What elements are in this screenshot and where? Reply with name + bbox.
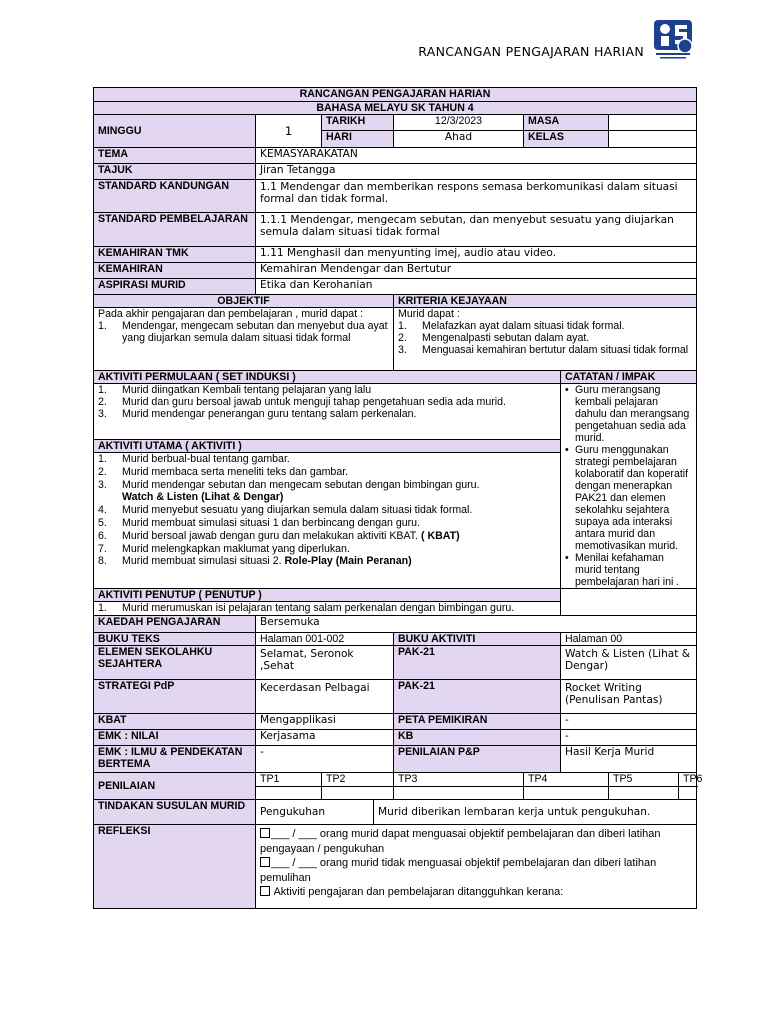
tema-label: TEMA xyxy=(94,148,256,164)
emk-nilai-value: Kerjasama xyxy=(256,730,394,746)
objektif-item: 1. Mendengar, mengecam sebutan dan menyebut dua ayat yang diujarkan semula dalam situasi tidak formal xyxy=(98,320,388,344)
masa-value xyxy=(609,115,697,131)
catatan-item: • Menilai kefahaman murid tentang pembelajaran hari ini . xyxy=(565,552,680,588)
catatan-item: • Guru merangsang kembali pelajaran dahulu dan merangsang pengetahuan sedia ada murid. xyxy=(565,384,690,444)
minggu-label: MINGGU xyxy=(94,115,256,148)
tp2-value xyxy=(322,787,394,800)
elemen-value: Selamat, Seronok ,Sehat xyxy=(256,646,394,680)
utama-item: 7. Murid melengkapkan maklumat yang diperlukan. xyxy=(98,542,350,555)
penutup-item: 1. Murid merumuskan isi pelajaran tentang salam perkenalan dengan bimbingan guru. xyxy=(98,602,515,614)
catatan-impak-content xyxy=(561,384,697,589)
kriteria-label: KRITERIA KEJAYAAN xyxy=(394,295,697,308)
utama-item: 8. Murid membuat simulasi situasi 2. Role-Play (Main Peranan) xyxy=(98,555,412,568)
kemahiran-tmk-value: 1.11 Menghasil dan menyunting imej, audio atau video. xyxy=(256,247,697,263)
peta-pemikiran-label: PETA PEMIKIRAN xyxy=(394,714,561,730)
permulaan-item: 2. Murid dan guru bersoal jawab untuk menguji tahap pengetahuan sedia ada murid. xyxy=(98,396,506,408)
school-crest-logo xyxy=(652,16,694,60)
penilaian-pp-value: Hasil Kerja Murid xyxy=(561,746,697,773)
pak21-label-2: PAK-21 xyxy=(394,680,561,714)
utama-item: 2. Murid membaca serta meneliti teks dan gambar. xyxy=(98,465,349,478)
strategi-value: Kecerdasan Pelbagai xyxy=(256,680,394,714)
tajuk-label: TAJUK xyxy=(94,164,256,180)
lesson-plan-table xyxy=(93,87,703,909)
plan-subtitle: BAHASA MELAYU SK TAHUN 4 xyxy=(94,102,697,115)
tp4-value xyxy=(524,787,609,800)
elemen-label: ELEMEN SEKOLAHKU SEJAHTERA xyxy=(94,646,256,680)
catatan-empty-cell xyxy=(561,589,697,616)
masa-label: MASA xyxy=(524,115,609,131)
kriteria-item: 3. Menguasai kemahiran bertutur dalam situasi tidak formal xyxy=(398,344,689,356)
tema-value: KEMASYARAKATAN xyxy=(256,148,697,164)
pak21-value-2: Rocket Writing (Penulisan Pantas) xyxy=(561,680,697,714)
standard-kandungan-value: 1.1 Mendengar dan memberikan respons semasa berkomunikasi dalam situasi formal dan tidak formal. xyxy=(256,180,697,213)
aktiviti-utama-content xyxy=(94,453,561,589)
checkbox-icon xyxy=(260,886,270,896)
tp3-label: TP3 xyxy=(394,773,524,787)
standard-kandungan-label: STANDARD KANDUNGAN xyxy=(94,180,256,213)
catatan-item: • Guru menggunakan strategi pembelajaran kolaboratif dan koperatif dengan menerapkan PAK21 dan elemen sekolahku sejahtera supaya ada interaksi antara murid dan memotivasikan murid. xyxy=(565,444,689,552)
hari-label: HARI xyxy=(322,131,394,148)
utama-item: 1. Murid berbual-bual tentang gambar. xyxy=(98,453,290,466)
tp2-label: TP2 xyxy=(322,773,394,787)
aktiviti-penutup-content xyxy=(94,602,561,616)
kemahiran-value: Kemahiran Mendengar dan Bertutur xyxy=(256,263,697,279)
kb-value: - xyxy=(561,730,697,746)
refleksi-label: REFLEKSI xyxy=(94,825,256,909)
hari-value: Ahad xyxy=(394,131,524,148)
tp1-label: TP1 xyxy=(256,773,322,787)
tp6-value xyxy=(679,787,697,800)
utama-item: 5. Murid membuat simulasi situasi 1 dan berbincang dengan guru. xyxy=(98,517,420,529)
tp3-value xyxy=(394,787,524,800)
aktiviti-permulaan-content xyxy=(94,384,561,440)
tarikh-label: TARIKH xyxy=(322,115,394,131)
refleksi-line-1: ___ / ___ orang murid dapat menguasai objektif pembelajaran dan diberi latihan pengayaan / pengukuhan xyxy=(260,828,661,855)
refleksi-line-3: Aktiviti pengajaran dan pembelajaran ditangguhkan kerana: xyxy=(260,885,692,900)
kelas-value xyxy=(609,131,697,148)
kelas-label: KELAS xyxy=(524,131,609,148)
penilaian-label: PENILAIAN xyxy=(94,773,256,800)
pak21-value-1: Watch & Listen (Lihat & Dengar) xyxy=(561,646,697,680)
document-header-title: RANCANGAN PENGAJARAN HARIAN xyxy=(418,44,644,59)
utama-item: 4. Murid menyebut sesuatu yang diujarkan semula dalam situasi tidak formal. xyxy=(98,504,473,517)
aktiviti-penutup-label: AKTIVITI PENUTUP ( PENUTUP ) xyxy=(94,589,561,602)
minggu-value: 1 xyxy=(256,115,322,148)
kriteria-content xyxy=(394,308,697,371)
objektif-label: OBJEKTIF xyxy=(94,295,394,308)
objektif-intro: Pada akhir pengajaran dan pembelajaran , murid dapat : xyxy=(98,308,364,320)
buku-aktiviti-label: BUKU AKTIVITI xyxy=(394,633,561,646)
kriteria-intro: Murid dapat : xyxy=(398,308,460,320)
checkbox-icon xyxy=(260,857,270,867)
catatan-impak-label: CATATAN / IMPAK xyxy=(561,371,697,384)
utama-item: 3. Murid mendengar sebutan dan mengecam sebutan dengan bimbingan guru. Watch & Listen (Lihat & Dengar) xyxy=(98,478,480,504)
kemahiran-tmk-label: KEMAHIRAN TMK xyxy=(94,247,256,263)
emk-nilai-label: EMK : NILAI xyxy=(94,730,256,746)
strategi-label: STRATEGI PdP xyxy=(94,680,256,714)
emk-ilmu-value: - xyxy=(256,746,394,773)
refleksi-line-2: ___ / ___ orang murid tidak menguasai objektif pembelajaran dan diberi latihan pemulihan xyxy=(260,857,657,884)
buku-teks-value: Halaman 001-002 xyxy=(256,633,394,646)
aktiviti-utama-label: AKTIVITI UTAMA ( AKTIVITI ) xyxy=(94,439,561,452)
kbat-label: KBAT xyxy=(94,714,256,730)
tp6-label: TP6 xyxy=(679,773,697,787)
tp5-label: TP5 xyxy=(609,773,679,787)
penilaian-pp-label: PENILAIAN P&P xyxy=(394,746,561,773)
tajuk-value: Jiran Tetangga xyxy=(256,164,697,180)
tindakan-susulan-label: TINDAKAN SUSULAN MURID xyxy=(94,800,256,825)
kbat-value: Mengapplikasi xyxy=(256,714,394,730)
permulaan-item: 1. Murid diingatkan Kembali tentang pelajaran yang lalu xyxy=(98,384,372,396)
pak21-label-1: PAK-21 xyxy=(394,646,561,680)
tindakan-susulan-value: Pengukuhan xyxy=(256,800,374,825)
tp1-value xyxy=(256,787,322,800)
kriteria-item: 2. Mengenalpasti sebutan dalam ayat. xyxy=(398,332,590,344)
tindakan-susulan-note: Murid diberikan lembaran kerja untuk pengukuhan. xyxy=(374,800,697,825)
standard-pembelajaran-value: 1.1.1 Mendengar, mengecam sebutan, dan menyebut sesuatu yang diujarkan semula dalam situasi tidak formal xyxy=(256,213,697,247)
permulaan-item: 3. Murid mendengar penerangan guru tentang salam perkenalan. xyxy=(98,408,417,420)
tp4-label: TP4 xyxy=(524,773,609,787)
kemahiran-label: KEMAHIRAN xyxy=(94,263,256,279)
kaedah-value: Bersemuka xyxy=(256,616,697,633)
refleksi-content xyxy=(256,825,697,909)
tp5-value xyxy=(609,787,679,800)
emk-ilmu-label: EMK : ILMU & PENDEKATAN BERTEMA xyxy=(94,746,256,773)
kb-label: KB xyxy=(394,730,561,746)
objektif-content xyxy=(94,308,394,371)
peta-pemikiran-value: - xyxy=(561,714,697,730)
standard-pembelajaran-label: STANDARD PEMBELAJARAN xyxy=(94,213,256,247)
utama-item: 6. Murid bersoal jawab dengan guru dan melakukan aktiviti KBAT. ( KBAT) xyxy=(98,529,460,542)
kriteria-item: 1. Melafazkan ayat dalam situasi tidak formal. xyxy=(398,320,625,332)
kaedah-label: KAEDAH PENGAJARAN xyxy=(94,616,256,633)
aspirasi-murid-label: ASPIRASI MURID xyxy=(94,279,256,295)
aktiviti-permulaan-label: AKTIVITI PERMULAAN ( SET INDUKSI ) xyxy=(94,371,561,384)
buku-aktiviti-value: Halaman 00 xyxy=(561,633,697,646)
buku-teks-label: BUKU TEKS xyxy=(94,633,256,646)
aspirasi-murid-value: Etika dan Kerohanian xyxy=(256,279,697,295)
tarikh-value: 12/3/2023 xyxy=(394,115,524,131)
checkbox-icon xyxy=(260,828,270,838)
plan-title: RANCANGAN PENGAJARAN HARIAN xyxy=(94,88,697,102)
